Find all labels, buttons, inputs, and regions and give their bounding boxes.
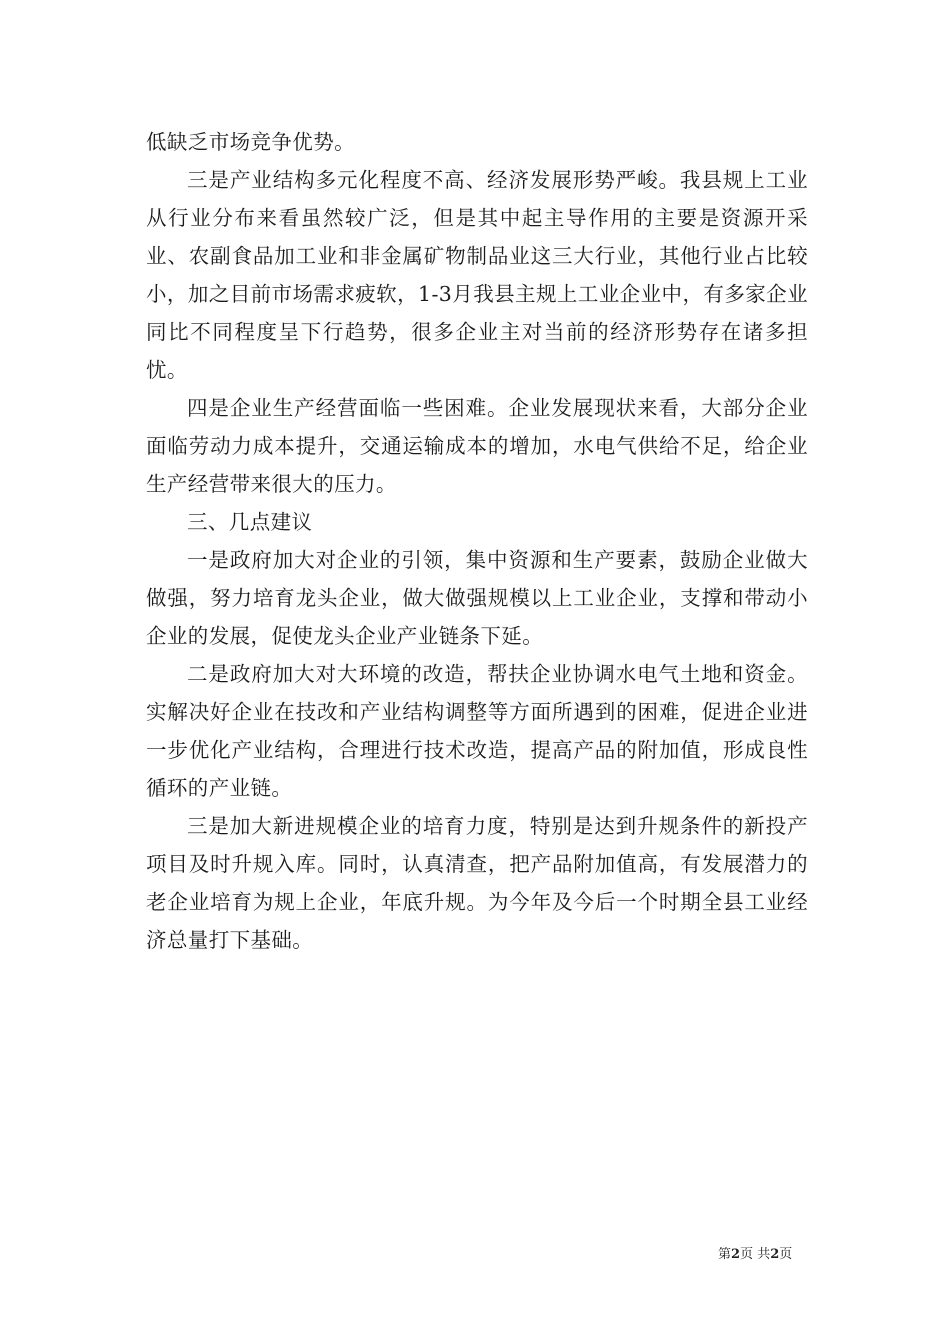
footer-suffix: 页 (779, 1247, 793, 1262)
paragraph-industry-structure: 三是产业结构多元化程度不高、经济发展形势严峻。我县规上工业从行业分布来看虽然较广泛，但是其中起主导作用的主要是资源开采业、农副食品加工业和非金属矿物制品业这三大行业，其他行业占比较小，加之目前市场需求疲软，1-3月我县主规上工业企业中，有多家企业同比不同程度呈下行趋势，很多企业主对当前的经济形势存在诸多担忧。 (146, 168, 808, 382)
footer-current-page: 2 (731, 1247, 741, 1262)
paragraph-suggestion-two: 二是政府加大对大环境的改造，帮扶企业协调水电气土地和资金。实解决好企业在技改和产业结构调整等方面所遇到的困难，促进企业进一步优化产业结构，合理进行技术改造，提高产品的附加值，形成良性循环的产业链。 (146, 662, 808, 800)
section-heading-suggestions: 三、几点建议 (187, 510, 313, 534)
footer-middle: 页 共 (740, 1247, 771, 1262)
document-body (146, 123, 808, 959)
page-footer (718, 1246, 818, 1264)
footer-prefix: 第 (718, 1247, 732, 1262)
paragraph-suggestion-three: 三是加大新进规模企业的培育力度，特别是达到升规条件的新投产项目及时升规入库。同时，认真清查，把产品附加值高，有发展潜力的老企业培育为规上企业，年底升规。为今年及今后一个时期全县工业经济总量打下基础。 (146, 814, 808, 952)
paragraph-operating-difficulties: 四是企业生产经营面临一些困难。企业发展现状来看，大部分企业面临劳动力成本提升，交通运输成本的增加，水电气供给不足，给企业生产经营带来很大的压力。 (146, 396, 808, 496)
paragraph-continuation: 低缺乏市场竞争优势。 (146, 130, 355, 154)
paragraph-suggestion-one: 一是政府加大对企业的引领，集中资源和生产要素，鼓励企业做大做强，努力培育龙头企业，做大做强规模以上工业企业，支撑和带动小企业的发展，促使龙头企业产业链条下延。 (146, 548, 808, 648)
footer-total-pages: 2 (770, 1247, 780, 1262)
